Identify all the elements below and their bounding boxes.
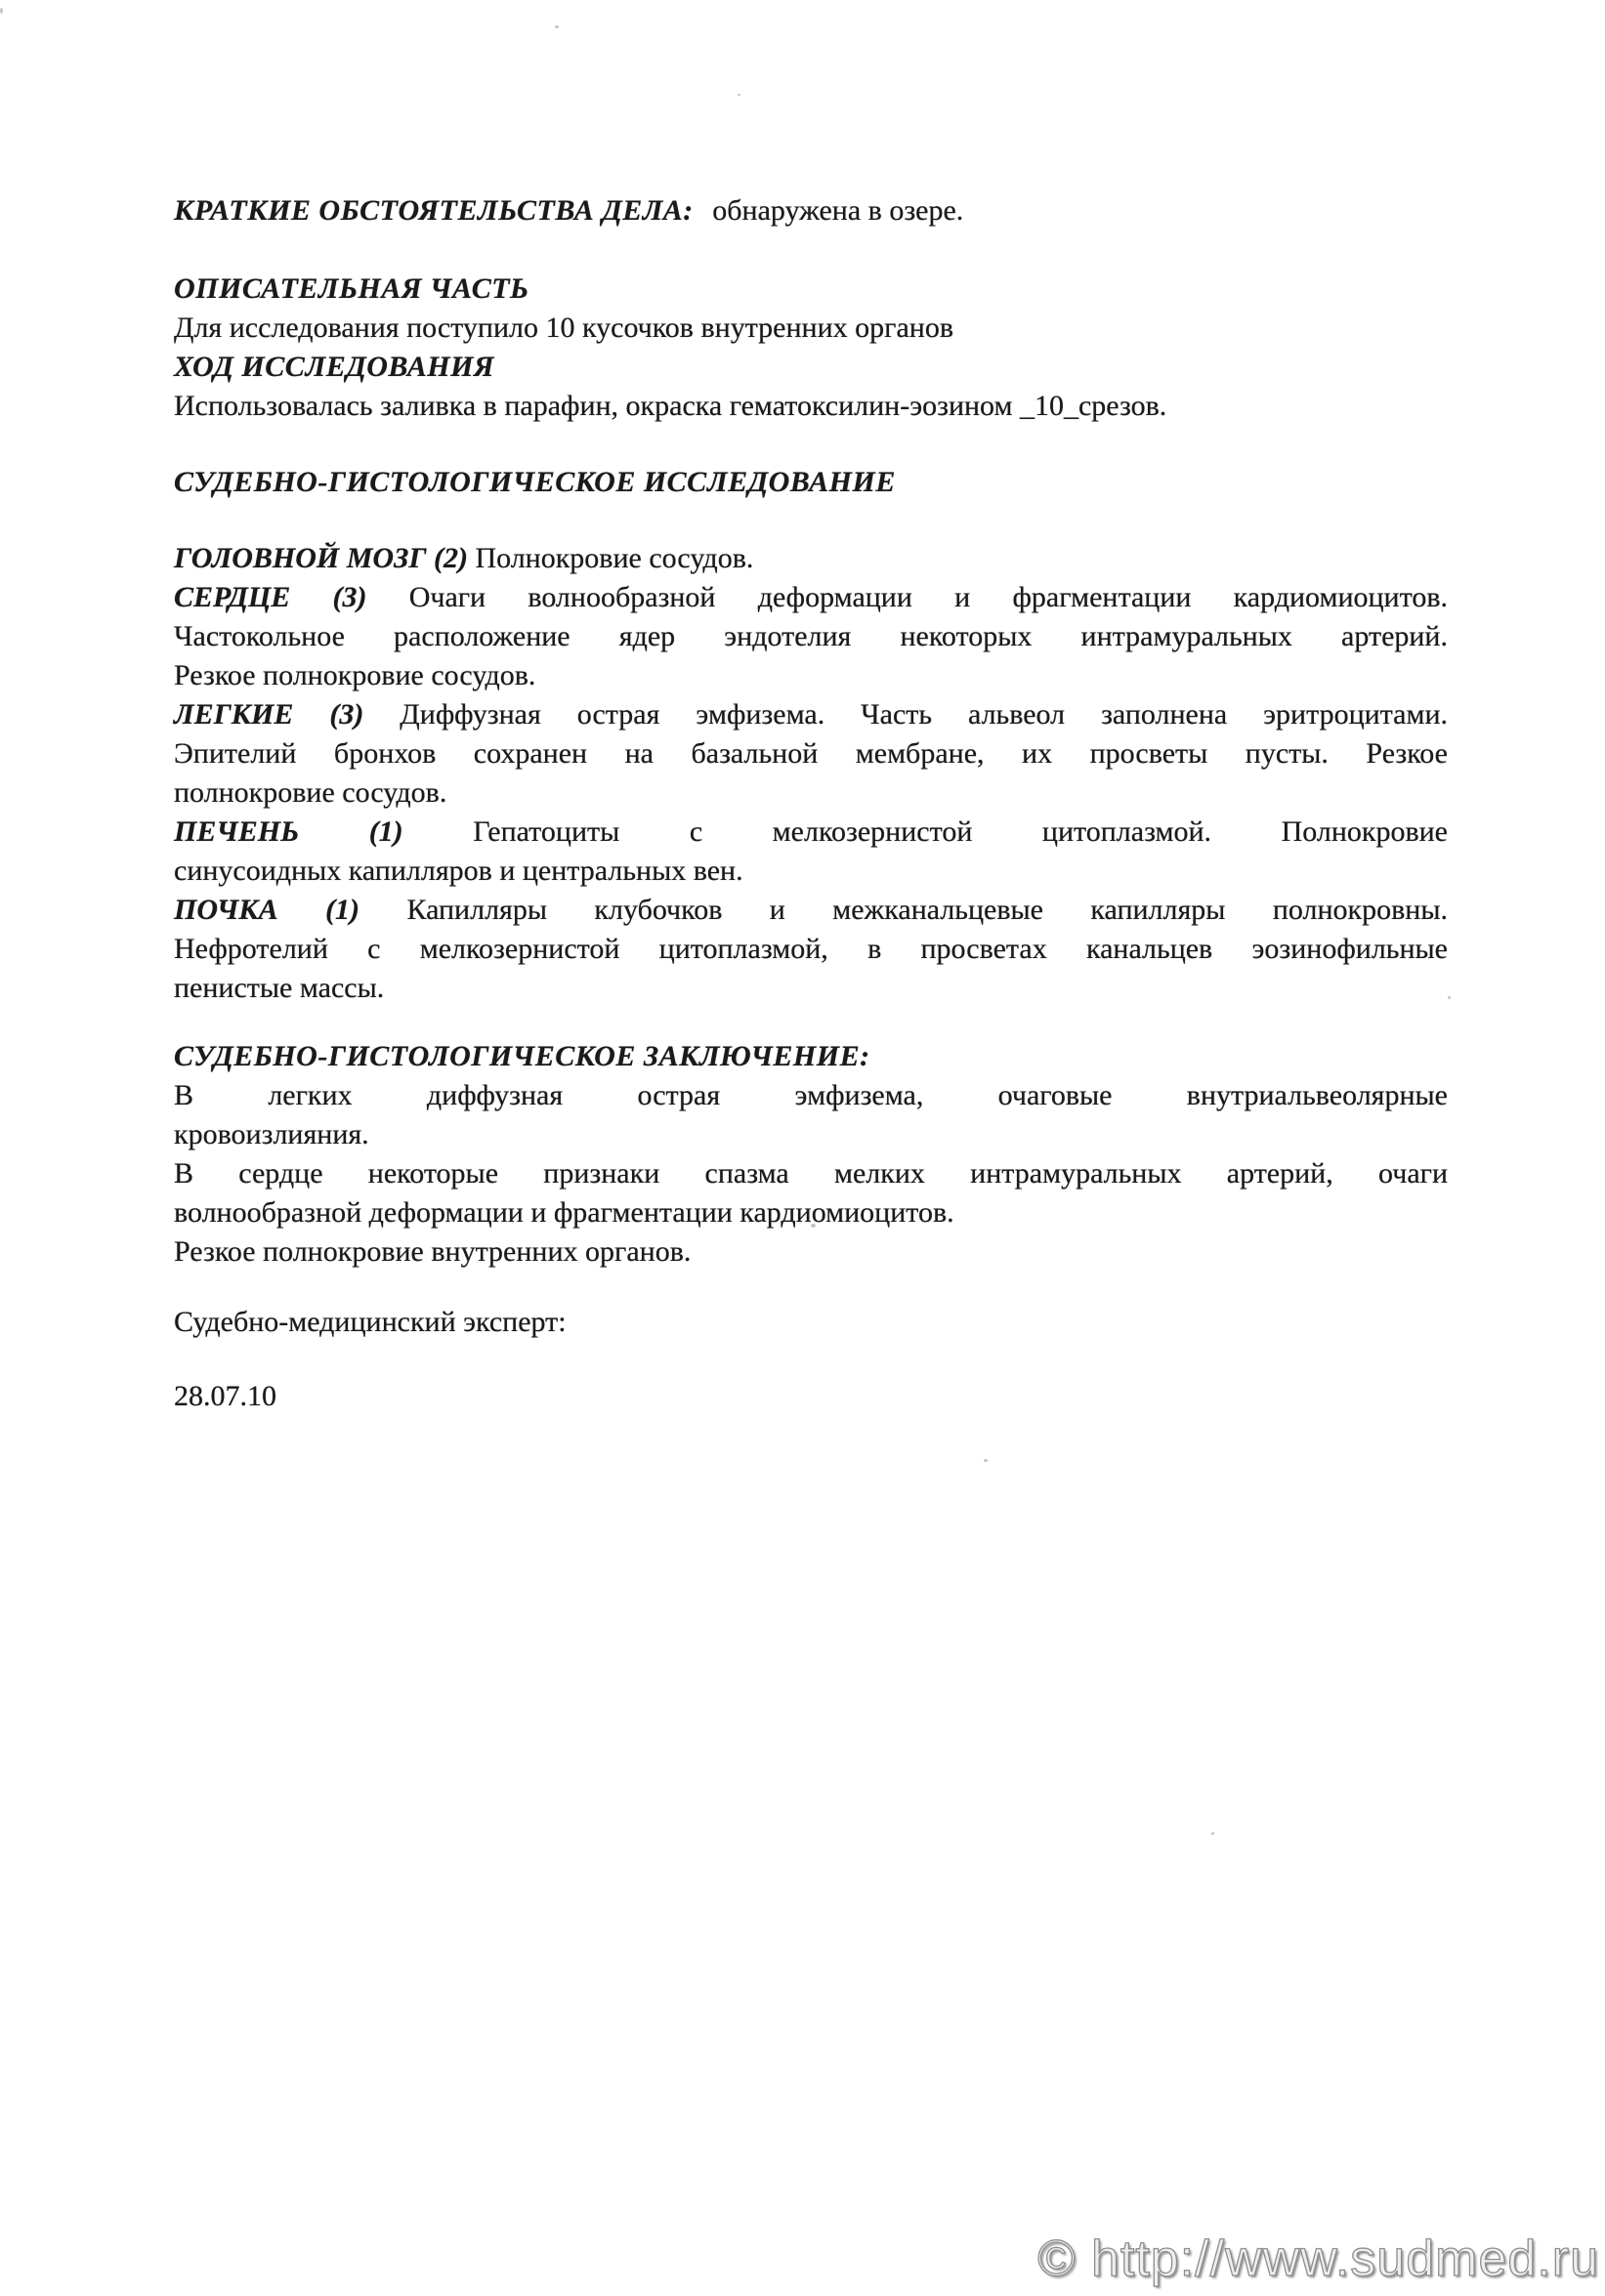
finding-line-kidney <box>174 891 1448 930</box>
finding-line-lungs <box>174 695 1448 734</box>
finding-line: Нефротелий с мелкозернистой цитоплазмой, в просветах канальцев эозинофильные <box>174 933 1448 965</box>
finding-text: Капилляры клубочков и межканальцевые капилляры полнокровны. <box>406 894 1448 926</box>
scan-noise-speck <box>1211 1832 1214 1835</box>
organ-label-lungs: ЛЕГКИЕ (3) <box>174 698 364 731</box>
histological-examination-heading: СУДЕБНО-ГИСТОЛОГИЧЕСКОЕ ИССЛЕДОВАНИЕ <box>174 466 896 498</box>
finding-line-liver <box>174 813 1448 852</box>
organ-label-heart: СЕРДЦЕ (3) <box>174 581 367 613</box>
case-circumstances-line <box>174 191 1448 230</box>
finding-text: Диффузная острая эмфизема. Часть альвеол заполнена эритроцитами. <box>400 698 1449 731</box>
finding-line: Эпителий бронхов сохранен на базальной мембране, их просветы пусты. Резкое <box>174 737 1448 770</box>
findings-section <box>174 539 1448 1008</box>
scan-noise-speck <box>811 1224 816 1228</box>
descriptive-part-text: Для исследования поступило 10 кусочков внутренних органов <box>174 312 953 344</box>
scan-noise-speck <box>555 25 559 28</box>
conclusion-line: кровоизлияния. <box>174 1118 369 1150</box>
scan-noise-speck <box>1448 996 1451 999</box>
document-body <box>174 191 1448 1416</box>
finding-text: Очаги волнообразной деформации и фрагментации кардиомиоцитов. <box>408 581 1448 613</box>
case-circumstances-text: обнаружена в озере. <box>712 194 964 227</box>
course-of-examination-text: Использовалась заливка в парафин, окраска гематоксилин-эозином _10_срезов. <box>174 390 1167 422</box>
histological-conclusion-heading: СУДЕБНО-ГИСТОЛОГИЧЕСКОЕ ЗАКЛЮЧЕНИЕ: <box>174 1040 870 1072</box>
finding-line-heart <box>174 578 1448 617</box>
scan-noise-speck <box>0 8 3 14</box>
finding-line: синусоидных капилляров и центральных вен. <box>174 855 743 887</box>
finding-line-brain <box>174 539 1448 578</box>
conclusion-line: В сердце некоторые признаки спазма мелких интрамуральных артерий, очаги <box>174 1157 1448 1190</box>
expert-signature-label: Судебно-медицинский эксперт: <box>174 1306 567 1338</box>
conclusion-line: волнообразной деформации и фрагментации кардиомиоцитов. <box>174 1196 954 1229</box>
scan-noise-speck <box>984 1459 988 1462</box>
sudmed-watermark: © http://www.sudmed.ru <box>1037 2231 1599 2287</box>
scan-noise-speck <box>738 94 740 96</box>
conclusion-line: В легких диффузная острая эмфизема, очаговые внутриальвеолярные <box>174 1079 1448 1111</box>
finding-text: Полнокровие сосудов. <box>475 542 754 574</box>
finding-line: полнокровие сосудов. <box>174 776 447 809</box>
conclusion-line: Резкое полнокровие внутренних органов. <box>174 1235 692 1268</box>
finding-line: Частокольное расположение ядер эндотелия некоторых интрамуральных артерий. <box>174 620 1448 652</box>
descriptive-part-heading: ОПИСАТЕЛЬНАЯ ЧАСТЬ <box>174 272 529 305</box>
finding-line: Резкое полнокровие сосудов. <box>174 659 536 691</box>
organ-label-kidney: ПОЧКА (1) <box>174 894 360 926</box>
organ-label-liver: ПЕЧЕНЬ (1) <box>174 815 403 848</box>
document-date: 28.07.10 <box>174 1380 276 1412</box>
finding-line: пенистые массы. <box>174 972 385 1004</box>
organ-label-brain: ГОЛОВНОЙ МОЗГ (2) <box>174 542 468 574</box>
course-of-examination-heading: ХОД ИССЛЕДОВАНИЯ <box>174 351 495 383</box>
finding-text: Гепатоциты с мелкозернистой цитоплазмой. Полнокровие <box>473 815 1448 848</box>
conclusion-section <box>174 1076 1448 1272</box>
case-circumstances-heading: КРАТКИЕ ОБСТОЯТЕЛЬСТВА ДЕЛА: <box>174 194 694 227</box>
